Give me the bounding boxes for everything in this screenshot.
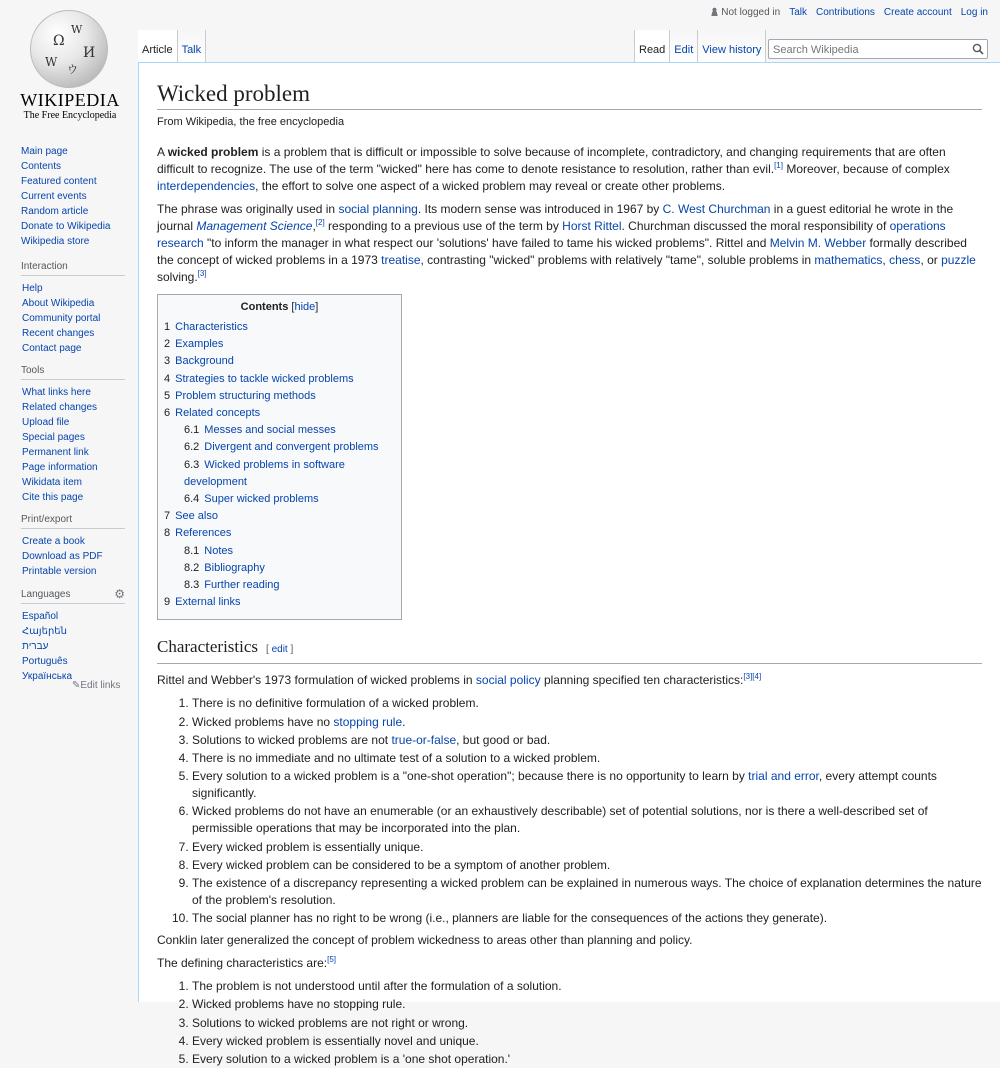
languages-portal bbox=[21, 589, 125, 684]
search-icon[interactable] bbox=[972, 43, 984, 55]
reference-link[interactable]: [3][4] bbox=[743, 672, 762, 682]
toc-item-link[interactable]: Notes bbox=[204, 544, 234, 557]
language-link-hy[interactable]: Հայերեն bbox=[22, 626, 67, 637]
language-link-es[interactable]: Español bbox=[22, 611, 59, 622]
logo-tagline: The Free Encyclopedia bbox=[23, 110, 117, 121]
reference-link[interactable]: [2] bbox=[315, 218, 325, 227]
sidebar-item-main-page[interactable]: Main page bbox=[21, 146, 68, 157]
list-item: 1. The problem is not understood until after the formulation of a solution. bbox=[192, 978, 982, 995]
main-content bbox=[138, 62, 1000, 1066]
interaction-portal bbox=[21, 261, 125, 356]
toc-item-link[interactable]: Bibliography bbox=[204, 561, 265, 574]
link-social-planning[interactable]: social planning bbox=[338, 202, 418, 216]
language-link-pt[interactable]: Português bbox=[22, 656, 68, 667]
sidebar-item-page-information[interactable]: Page information bbox=[22, 462, 98, 473]
toc-item[interactable] bbox=[164, 353, 395, 370]
link-chess[interactable]: chess bbox=[889, 253, 921, 267]
toc-item-link[interactable]: Problem structuring methods bbox=[175, 389, 316, 402]
toc-item-link[interactable]: References bbox=[175, 527, 232, 540]
toc-item-number: 8.3 bbox=[184, 579, 200, 592]
page-title: Wicked problem bbox=[157, 79, 982, 110]
list-item: 3. Solutions to wicked problems are not true-or-false, but good or bad. bbox=[192, 732, 982, 749]
link-webber[interactable]: Melvin M. Webber bbox=[769, 236, 867, 250]
sidebar-item-what-links-here[interactable]: What links here bbox=[22, 387, 91, 398]
sidebar-item-upload-file[interactable]: Upload file bbox=[22, 417, 70, 428]
toc-item-number: 6.2 bbox=[184, 441, 200, 454]
print-heading: Print/export bbox=[21, 514, 125, 529]
inline-link[interactable]: true-or-false bbox=[391, 732, 457, 747]
view-tabs bbox=[634, 30, 766, 63]
navigation-portal bbox=[21, 144, 125, 249]
sidebar-item-permanent-link[interactable]: Permanent link bbox=[22, 447, 89, 458]
list-item: 6. Wicked problems do not have an enumerable (or an exhaustively describable) set of potential solutions, nor is there a well-described set of permissible operations that may be incorporated into the plan. bbox=[192, 803, 982, 837]
toc-item-number: 8.1 bbox=[184, 544, 200, 557]
tab-read[interactable]: Read bbox=[634, 30, 669, 63]
toc-item-number: 8.2 bbox=[184, 561, 200, 574]
toc-item[interactable] bbox=[164, 371, 395, 388]
link-mathematics[interactable]: mathematics bbox=[814, 253, 883, 267]
conklin-paragraph: Conklin later generalized the concept of problem wickedness to areas other than planning and policy. bbox=[157, 933, 693, 948]
sidebar-item-wikidata-item[interactable]: Wikidata item bbox=[22, 477, 83, 488]
list-item: 10. The social planner has no right to be wrong (i.e., planners are liable for the consequences of the actions they generate). bbox=[192, 910, 982, 927]
not-logged-in: Not logged in bbox=[710, 7, 780, 18]
toc-item[interactable] bbox=[164, 491, 395, 508]
sidebar-item-special-pages[interactable]: Special pages bbox=[22, 432, 85, 443]
sidebar-item-about[interactable]: About Wikipedia bbox=[22, 298, 95, 309]
contributions-link[interactable]: Contributions bbox=[816, 7, 875, 18]
toc-item-link[interactable]: Background bbox=[175, 355, 234, 368]
section-edit-link[interactable]: edit bbox=[271, 644, 288, 656]
print-portal bbox=[21, 514, 125, 579]
toc-item[interactable] bbox=[164, 439, 395, 456]
namespace-tabs bbox=[138, 30, 206, 63]
inline-link[interactable]: trial and error bbox=[748, 769, 819, 784]
toc-item-link[interactable]: Strategies to tackle wicked problems bbox=[175, 372, 354, 385]
reference-link[interactable]: [3] bbox=[197, 269, 207, 278]
list-item: 7. Every wicked problem is essentially unique. bbox=[192, 839, 982, 856]
create-account-link[interactable]: Create account bbox=[883, 7, 952, 18]
sidebar-item-featured-content[interactable]: Featured content bbox=[21, 176, 97, 187]
defining-paragraph: The defining characteristics are:[5] bbox=[157, 955, 336, 971]
link-churchman[interactable]: C. West Churchman bbox=[662, 202, 771, 216]
wikipedia-logo[interactable] bbox=[20, 10, 120, 122]
toc-item[interactable] bbox=[164, 594, 395, 611]
link-management-science[interactable]: Management Science bbox=[196, 219, 313, 233]
list-item: 4. There is no immediate and no ultimate test of a solution to a wicked problem. bbox=[192, 750, 982, 767]
toc-item-number: 7 bbox=[164, 510, 171, 523]
intro-paragraph-1: A wicked problem is a problem that is difficult or impossible to solve because of incomplete, contradictory, and changing requirements that are often difficult to recognize. The use of the term "wicked" here has come to denote resistance to resolution, rather than evil.[1] Moreover, because of complex interdependencies, the effort to solve one aspect of a wicked problem may reveal or create other problems. bbox=[157, 145, 950, 193]
sidebar bbox=[0, 0, 138, 1000]
toc-list bbox=[164, 319, 395, 611]
list-item: 2. Wicked problems have no stopping rule. bbox=[192, 996, 982, 1013]
toc-item-number: 6 bbox=[164, 407, 171, 420]
link-puzzle[interactable]: puzzle bbox=[941, 253, 976, 267]
toc-item-number: 9 bbox=[164, 596, 171, 609]
toc-item-number: 3 bbox=[164, 355, 171, 368]
sidebar-item-community-portal[interactable]: Community portal bbox=[22, 313, 101, 324]
sidebar-item-contents[interactable]: Contents bbox=[21, 161, 62, 172]
toc-item-link[interactable]: Super wicked problems bbox=[204, 493, 319, 506]
tab-edit[interactable]: Edit bbox=[669, 30, 697, 63]
personal-tools bbox=[710, 7, 988, 18]
toc-item-link[interactable]: See also bbox=[175, 510, 218, 523]
toc-item-link[interactable]: Characteristics bbox=[175, 321, 248, 333]
toc-item-link[interactable]: Messes and social messes bbox=[204, 424, 336, 437]
list-item: 8. Every wicked problem can be considered to be a symptom of another problem. bbox=[192, 857, 982, 874]
log-in-link[interactable]: Log in bbox=[960, 7, 988, 18]
toc-item[interactable] bbox=[164, 388, 395, 405]
languages-heading: Languages bbox=[21, 589, 125, 604]
sidebar-item-printable-version[interactable]: Printable version bbox=[22, 566, 97, 577]
sidebar-item-recent-changes[interactable]: Recent changes bbox=[22, 328, 95, 339]
sidebar-item-contact[interactable]: Contact page bbox=[22, 343, 82, 354]
table-of-contents: Contents [hide] 1 Characteristics 2 Examples 3 Background 4 Strategies to tackle wicked problems 5 Problem structuring methods 6 Related concepts 6.1 Messes and social messes 6.2 Divergent and convergent problems 6.3 Wicked problems in software development 6.4 Super wicked problems 7 See also 8 References 8.1 Notes 8.2 Bibliography 8.3 Further reading 9 External links bbox=[157, 294, 402, 620]
toc-item-number: 2 bbox=[164, 338, 171, 351]
toc-item[interactable] bbox=[164, 560, 395, 577]
list-item: 5. Every solution to a wicked problem is a 'one shot operation.' bbox=[192, 1051, 982, 1068]
list-item: 3. Solutions to wicked problems are not right or wrong. bbox=[192, 1015, 982, 1032]
tab-article[interactable]: Article bbox=[138, 30, 177, 63]
sidebar-item-current-events[interactable]: Current events bbox=[21, 191, 87, 202]
toc-item[interactable] bbox=[164, 508, 395, 525]
interaction-heading: Interaction bbox=[21, 261, 125, 276]
toc-item[interactable] bbox=[164, 525, 395, 542]
ten-characteristics-list bbox=[192, 695, 982, 927]
toc-item-link[interactable]: Divergent and convergent problems bbox=[204, 441, 379, 454]
sidebar-item-create-book[interactable]: Create a book bbox=[22, 536, 85, 547]
reference-link[interactable]: [1] bbox=[774, 161, 783, 170]
list-item: 1. There is no definitive formulation of a wicked problem. bbox=[192, 695, 982, 712]
link-treatise[interactable]: treatise bbox=[381, 253, 421, 267]
inline-link[interactable]: stopping rule bbox=[333, 714, 403, 729]
list-item: 4. Every wicked problem is essentially novel and unique. bbox=[192, 1033, 982, 1050]
toc-item[interactable] bbox=[164, 405, 395, 422]
toc-item-link[interactable]: Related concepts bbox=[175, 407, 261, 420]
edit-links[interactable]: ✎Edit links bbox=[72, 680, 121, 691]
toc-item-number: 4 bbox=[164, 372, 171, 385]
link-social-policy[interactable]: social policy bbox=[475, 673, 541, 688]
site-subtitle: From Wikipedia, the free encyclopedia bbox=[157, 116, 345, 128]
toc-item-link[interactable]: Further reading bbox=[204, 579, 280, 592]
tools-portal bbox=[21, 365, 125, 505]
list-item: 9. The existence of a discrepancy representing a wicked problem can be explained in numerous ways. The choice of explanation determines the nature of the problem's resolution. bbox=[192, 875, 982, 909]
sidebar-item-help[interactable]: Help bbox=[22, 283, 43, 294]
tools-heading: Tools bbox=[21, 365, 125, 380]
list-item: 2. Wicked problems have no stopping rule. bbox=[192, 714, 982, 731]
search-input[interactable] bbox=[769, 41, 965, 59]
language-link-uk[interactable]: Українська bbox=[22, 671, 73, 682]
link-rittel[interactable]: Horst Rittel bbox=[562, 219, 622, 233]
toc-item-link[interactable]: External links bbox=[175, 596, 241, 609]
user-icon bbox=[710, 7, 719, 16]
puzzle-globe-icon: Ω W И W ウ bbox=[30, 10, 108, 88]
personal-talk-link[interactable]: Talk bbox=[789, 7, 807, 18]
sidebar-item-random-article[interactable]: Random article bbox=[21, 206, 89, 217]
sidebar-item-related-changes[interactable]: Related changes bbox=[22, 402, 98, 413]
toc-item[interactable] bbox=[164, 319, 395, 336]
gear-icon[interactable]: ⚙ bbox=[114, 587, 125, 601]
reference-link[interactable]: [5] bbox=[327, 955, 336, 965]
characteristics-intro: Rittel and Webber's 1973 formulation of wicked problems in social policy planning specified ten characteristics:[3][4] bbox=[157, 672, 762, 688]
sidebar-item-cite-page[interactable]: Cite this page bbox=[22, 492, 84, 503]
toc-item-number: 6.3 bbox=[184, 458, 200, 471]
logo-wordmark: WIKIPEDIA bbox=[20, 90, 120, 110]
toc-item-number: 6.4 bbox=[184, 493, 200, 506]
toc-item-link[interactable]: Examples bbox=[175, 338, 224, 351]
defining-characteristics-list bbox=[192, 978, 982, 1068]
sidebar-item-download-pdf[interactable]: Download as PDF bbox=[22, 551, 103, 562]
toc-item[interactable] bbox=[164, 543, 395, 560]
search-box bbox=[768, 39, 988, 59]
toc-item-number: 5 bbox=[164, 389, 171, 402]
intro-paragraph-2: The phrase was originally used in social planning. Its modern sense was introduced in 1967 by C. West Churchman in a guest editorial he wrote in the journal Management Science,[2] responding to a previous use of the term by Horst Rittel. Churchman discussed the moral responsibility of operations research "to inform the manager in what respect our 'solutions' have failed to tame his wicked problems". Rittel and Melvin M. Webber formally described the concept of wicked problems in a 1973 treatise, contrasting "wicked" problems with relatively "tame", soluble problems in mathematics, chess, or puzzle solving.[3] bbox=[157, 202, 976, 284]
tab-view-history[interactable]: View history bbox=[697, 30, 766, 63]
toc-item-number: 1 bbox=[164, 321, 171, 333]
toc-item-number: 8 bbox=[164, 527, 171, 540]
sidebar-item-store[interactable]: Wikipedia store bbox=[21, 236, 90, 247]
section-heading-characteristics: Characteristics [ edit ] bbox=[157, 636, 982, 664]
toc-item[interactable] bbox=[164, 577, 395, 594]
toc-item-link[interactable]: Wicked problems in software development bbox=[184, 458, 345, 488]
link-interdependencies[interactable]: interdependencies bbox=[157, 179, 256, 193]
tab-talk[interactable]: Talk bbox=[177, 30, 207, 63]
toc-hide-toggle[interactable]: hide bbox=[294, 301, 316, 313]
toc-item[interactable] bbox=[164, 336, 395, 353]
toc-item-number: 6.1 bbox=[184, 424, 200, 437]
language-link-he[interactable]: עברית bbox=[22, 641, 49, 652]
link-operations-research[interactable]: operations research bbox=[157, 219, 946, 250]
toc-item[interactable] bbox=[164, 457, 395, 491]
list-item: 5. Every solution to a wicked problem is a "one-shot operation"; because there is no opportunity to learn by trial and error, every attempt counts significantly. bbox=[192, 768, 982, 802]
toc-title: Contents bbox=[240, 301, 289, 313]
pencil-icon: ✎ bbox=[72, 680, 81, 691]
sidebar-item-donate[interactable]: Donate to Wikipedia bbox=[21, 221, 111, 232]
toc-item[interactable] bbox=[164, 422, 395, 439]
